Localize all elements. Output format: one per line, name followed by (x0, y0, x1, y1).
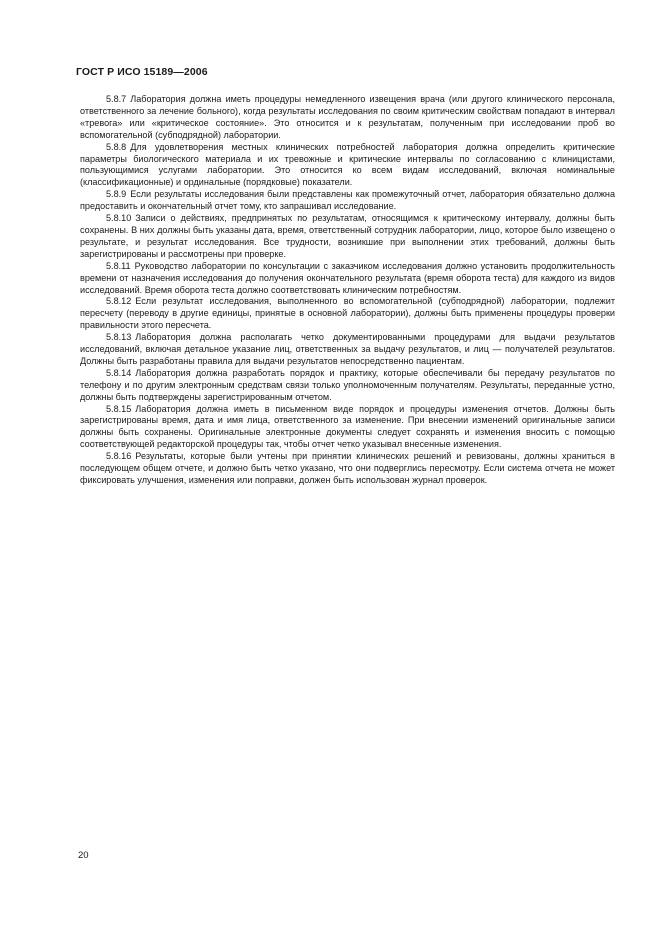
paragraph-5-8-9 (80, 189, 615, 213)
document-body (80, 94, 615, 487)
paragraph-5-8-15 (80, 404, 615, 452)
paragraph-text: Руководство лаборатории по консультации с заказчиком исследования должно установить продолжительность времени от назначения исследования до получения окончательного результата (время оборота теста) для каждого из видов исследований. Время оборота теста должно соответствовать клиническим потребностям. (80, 260, 615, 295)
paragraph-number: 5.8.13 (106, 332, 132, 343)
paragraph-5-8-13 (80, 332, 615, 368)
paragraph-number: 5.8.12 (106, 296, 132, 307)
paragraph-number: 5.8.15 (106, 403, 132, 414)
paragraph-number: 5.8.9 (106, 189, 127, 200)
paragraph-5-8-10 (80, 213, 615, 261)
paragraph-5-8-7 (80, 94, 615, 142)
paragraph-text: Если результаты исследования были представлены как промежуточный отчет, лаборатория обязательно должна предоставить и окончательный отчет тому, кто запрашивал исследование. (80, 189, 615, 212)
paragraph-number: 5.8.14 (106, 367, 132, 378)
paragraph-text: Для удовлетворения местных клинических потребностей лаборатория должна определить критические параметры биологического материала и их тревожные и критические интервалы по согласованию с клиницистами, пользующимися услугами лаборатории. Это относится ко всем видам исследований, включая номинальные (классификационные) и ординальные (порядковые) показатели. (80, 141, 615, 188)
paragraph-text: Лаборатория должна располагать четко документированными процедурами для выдачи результатов исследований, включая детальное указание лиц, ответственных за выдачу результатов, и лиц — получателей результатов. Должны быть разработаны правила для выдачи результатов непосредственно пациентам. (80, 332, 615, 366)
paragraph-number: 5.8.7 (106, 94, 127, 104)
paragraph-number: 5.8.8 (106, 141, 127, 152)
paragraph-text: Если результат исследования, выполненного во вспомогательной (субподрядной) лаборатории, подлежит пересчету (переводу в другие единицы, принятые в основной лаборатории), должны быть применены процедуры проверки правильности этого пересчета. (80, 296, 615, 331)
paragraph-5-8-14 (80, 368, 615, 404)
paragraph-number: 5.8.11 (106, 260, 131, 271)
paragraph-text: Лаборатория должна иметь в письменном виде порядок и процедуры изменения отчетов. Должны быть зарегистрированы время, дата и имя лица, ответственного за изменение. При внесении изменений оригинальные записи должны быть сохранены. Оригинальные электронные документы следует сохранять и изменения вносить с помощью соответствующей редакторской процедуры так, чтобы отчет четко указывал внесенные изменения. (80, 403, 615, 450)
paragraph-number: 5.8.10 (106, 213, 132, 224)
paragraph-number: 5.8.16 (106, 451, 132, 462)
paragraph-text: Лаборатория должна иметь процедуры немедленного извещения врача (или другого клинического персонала, ответственного за лечение больного), когда результаты исследования по своим критическим свойствам попадают в интервал «тревога» или «критическое состояние». Это относится и к результатам, полученным при исследовании проб во вспомогательной (субподрядной) лаборатории. (80, 94, 615, 140)
paragraph-5-8-11 (80, 261, 615, 297)
document-header: ГОСТ Р ИСО 15189—2006 (76, 66, 208, 78)
paragraph-5-8-12 (80, 296, 615, 332)
paragraph-text: Результаты, которые были учтены при принятии клинических решений и ревизованы, должны храниться в последующем общем отчете, и должно быть четко указано, что они подверглись пересмотру. Если система отчета не может фиксировать улучшения, изменения или поправки, должен быть использован журнал проверок. (80, 451, 615, 485)
page-number: 20 (78, 850, 89, 861)
paragraph-text: Лаборатория должна разработать порядок и практику, которые обеспечивали бы передачу результатов по телефону и по другим электронным средствам связи только уполномоченным получателям. Результаты, переданные устно, должны быть подтверждены зарегистрированным отчетом. (80, 367, 615, 402)
paragraph-5-8-8 (80, 142, 615, 190)
paragraph-text: Записи о действиях, предпринятых по результатам, относящимся к критическому интервалу, должны быть сохранены. В них должны быть указаны дата, время, ответственный сотрудник лаборатории, лицо, которое было извещено о результате, и результат исследования. Все трудности, возникшие при выполнении этих требований, должны быть зарегистрированы и рассмотрены при проверке. (80, 213, 615, 259)
paragraph-5-8-16 (80, 451, 615, 487)
